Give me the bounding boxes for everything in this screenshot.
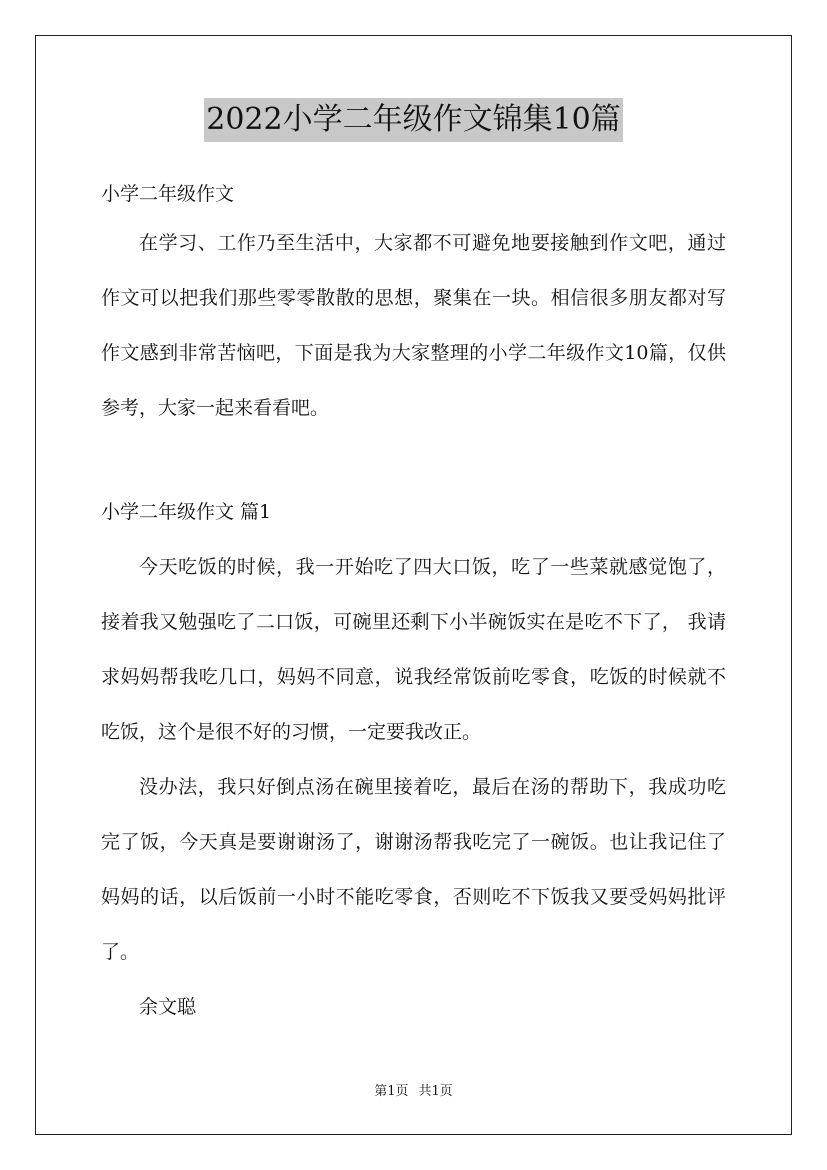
author-name: 余文聪 <box>139 996 197 1018</box>
title-container <box>0 98 827 142</box>
intro-heading: 小学二年级作文 <box>101 183 235 205</box>
page-footer <box>0 1083 827 1101</box>
section-paragraph: 没办法，我只好倒点汤在碗里接着吃，最后在汤的帮助下，我成功吃完了饭，今天真是要谢谢汤了，谢谢汤帮我吃完了一碗饭。也让我记住了妈妈的话，以后饭前一小时不能吃零食，否则吃不下饭我又要受妈妈批评了。 <box>101 776 726 963</box>
section-paragraph: 今天吃饭的时候，我一开始吃了四大口饭，吃了一些菜就感觉饱了， 接着我又勉强吃了二口饭，可碗里还剩下小半碗饭实在是吃不下了， 我请求妈妈帮我吃几口，妈妈不同意，说我经常饭前吃零食，吃饭的时候就不吃饭，这个是很不好的习惯，一定要我改正。 <box>101 556 726 743</box>
page-number: 第1页 <box>374 1084 409 1099</box>
page-total: 共1页 <box>418 1084 453 1099</box>
document-title: 2022小学二年级作文锦集10篇 <box>204 98 623 142</box>
section-heading: 小学二年级作文 篇1 <box>101 501 272 523</box>
essay-section <box>101 490 726 1035</box>
intro-paragraph: 在学习、工作乃至生活中，大家都不可避免地要接触到作文吧，通过作文可以把我们那些零零散散的思想，聚集在一块。相信很多朋友都对写作文感到非常苦恼吧，下面是我为大家整理的小学二年级作文10篇，仅供参考，大家一起来看看吧。 <box>101 232 726 419</box>
section-spacer <box>101 436 726 490</box>
document-body <box>101 172 726 1035</box>
